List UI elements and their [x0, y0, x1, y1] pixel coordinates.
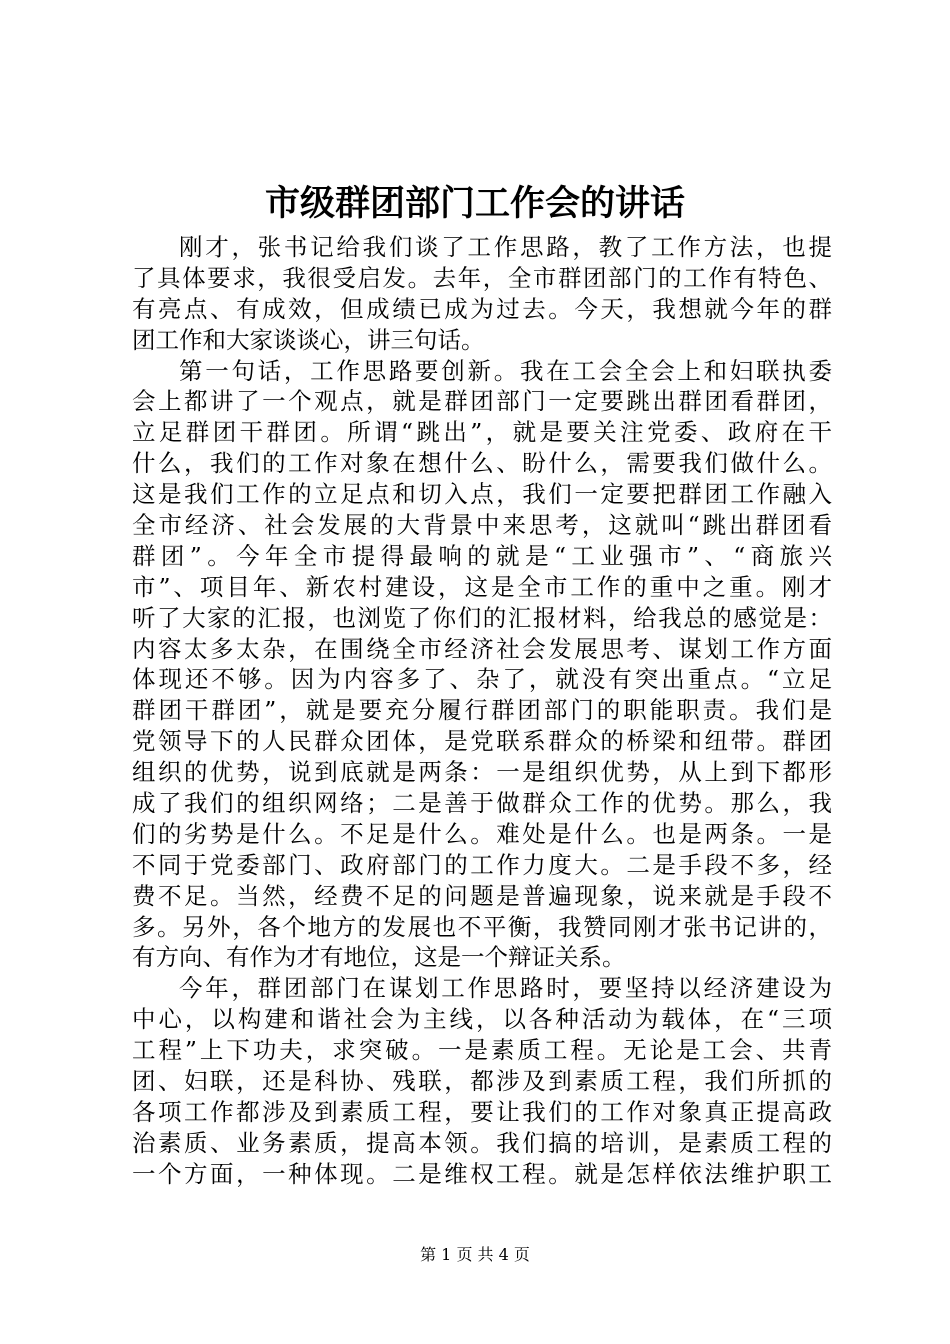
body-line: 今年，群团部门在谋划工作思路时，要坚持以经济建设为	[179, 974, 832, 1003]
body-line: 团、妇联，还是科协、残联，都涉及到素质工程，我们所抓的	[132, 1067, 832, 1096]
body-line: 工程”上下功夫，求突破。一是素质工程。无论是工会、共青	[132, 1036, 832, 1065]
body-line: 费不足。当然，经费不足的问题是普遍现象，说来就是手段不	[132, 881, 832, 910]
body-line: 组织的优势，说到底就是两条：一是组织优势，从上到下都形	[132, 758, 832, 787]
body-line: 立足群团干群团。所谓“跳出”，就是要关注党委、政府在干	[132, 418, 832, 447]
page-footer: 第 1 页 共 4 页	[420, 1245, 530, 1264]
document-title: 市级群团部门工作会的讲话	[264, 183, 685, 224]
body-line: 有方向、有作为才有地位，这是一个辩证关系。	[132, 943, 626, 972]
body-line: 多。另外，各个地方的发展也不平衡，我赞同刚才张书记讲的，	[132, 912, 832, 941]
body-line: 们的劣势是什么。不足是什么。难处是什么。也是两条。一是	[132, 819, 832, 848]
body-line: 这是我们工作的立足点和切入点，我们一定要把群团工作融入	[132, 480, 832, 509]
body-line: 第一句话，工作思路要创新。我在工会全会上和妇联执委	[179, 356, 832, 385]
body-line: 听了大家的汇报，也浏览了你们的汇报材料，给我总的感觉是：	[132, 603, 832, 632]
body-line: 有亮点、有成效，但成绩已成为过去。今天，我想就今年的群	[132, 294, 832, 323]
body-line: 群团”。今年全市提得最响的就是“工业强市”、“商旅兴	[132, 541, 832, 570]
body-line: 了具体要求，我很受启发。去年，全市群团部门的工作有特色、	[132, 263, 832, 292]
body-line: 党领导下的人民群众团体，是党联系群众的桥梁和纽带。群团	[132, 727, 832, 756]
body-line: 市”、项目年、新农村建设，这是全市工作的重中之重。刚才	[132, 572, 832, 601]
body-line: 成了我们的组织网络；二是善于做群众工作的优势。那么，我	[132, 789, 832, 818]
body-line: 内容太多太杂，在围绕全市经济社会发展思考、谋划工作方面	[132, 634, 832, 663]
body-line: 一个方面，一种体现。二是维权工程。就是怎样依法维护职工	[132, 1159, 832, 1188]
body-line: 什么，我们的工作对象在想什么、盼什么，需要我们做什么。	[132, 449, 832, 478]
body-line: 治素质、业务素质，提高本领。我们搞的培训，是素质工程的	[132, 1128, 832, 1157]
body-line: 不同于党委部门、政府部门的工作力度大。二是手段不多，经	[132, 850, 832, 879]
document-body	[132, 232, 832, 1190]
body-line: 体现还不够。因为内容多了、杂了，就没有突出重点。“立足	[132, 665, 832, 694]
body-line: 群团干群团”，就是要充分履行群团部门的职能职责。我们是	[132, 696, 832, 725]
body-line: 全市经济、社会发展的大背景中来思考，这就叫“跳出群团看	[132, 511, 832, 540]
body-line: 刚才，张书记给我们谈了工作思路，教了工作方法，也提	[179, 233, 832, 261]
body-line: 中心，以构建和谐社会为主线，以各种活动为载体，在“三项	[132, 1005, 832, 1034]
body-line: 团工作和大家谈谈心，讲三句话。	[132, 325, 485, 354]
body-line: 各项工作都涉及到素质工程，要让我们的工作对象真正提高政	[132, 1097, 832, 1126]
body-line: 会上都讲了一个观点，就是群团部门一定要跳出群团看群团，	[132, 387, 832, 416]
